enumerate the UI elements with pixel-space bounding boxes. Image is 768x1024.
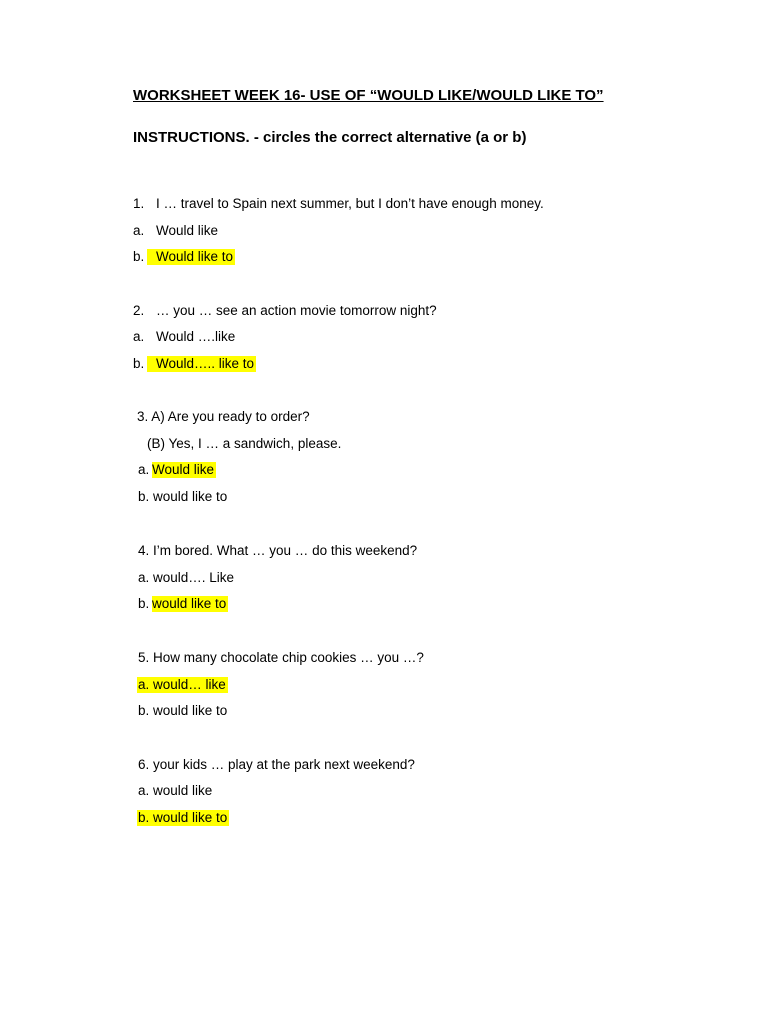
q3-option-a-highlighted: Would like xyxy=(152,462,215,477)
q2-question: … you … see an action movie tomorrow night? xyxy=(156,303,437,318)
instructions: INSTRUCTIONS. - circles the correct alternative (a or b) xyxy=(133,129,527,146)
q2-option-b-highlighted: Would….. like to xyxy=(147,356,256,372)
q6-option-b-highlighted: b. would like to xyxy=(138,810,228,825)
q4-option-b-highlighted: would like to xyxy=(152,596,227,611)
q1-option-a-letter: a. xyxy=(133,223,145,238)
q1-number: 1. xyxy=(133,196,145,211)
q5-question: 5. How many chocolate chip cookies … you …? xyxy=(138,650,424,665)
q3-option-a-letter: a. xyxy=(138,462,150,477)
q3-question-line2: (B) Yes, I … a sandwich, please. xyxy=(147,436,342,451)
q6-option-a: a. would like xyxy=(138,783,213,798)
q2-option-b-letter: b. xyxy=(133,356,145,371)
q6-question: 6. your kids … play at the park next weekend? xyxy=(138,757,415,772)
q3-option-b: b. would like to xyxy=(138,489,228,504)
q1-option-b-letter: b. xyxy=(133,249,145,264)
q2-option-a-letter: a. xyxy=(133,329,145,344)
q5-option-a-highlighted: a. would… like xyxy=(138,677,226,692)
q1-question: I … travel to Spain next summer, but I don’t have enough money. xyxy=(156,196,544,211)
q2-number: 2. xyxy=(133,303,145,318)
q4-question: 4. I’m bored. What … you … do this weekend? xyxy=(138,543,418,558)
q5-option-b: b. would like to xyxy=(138,703,228,718)
q1-option-b-highlighted: Would like to xyxy=(147,249,235,265)
q1-option-a: Would like xyxy=(156,223,219,238)
q3-question-line1: 3. A) Are you ready to order? xyxy=(137,409,310,424)
q4-option-a: a. would…. Like xyxy=(138,570,235,585)
worksheet-title: WORKSHEET WEEK 16- USE OF “WOULD LIKE/WOULD LIKE TO” xyxy=(133,87,604,104)
q2-option-a: Would ….like xyxy=(156,329,236,344)
q4-option-b-letter: b. xyxy=(138,596,150,611)
